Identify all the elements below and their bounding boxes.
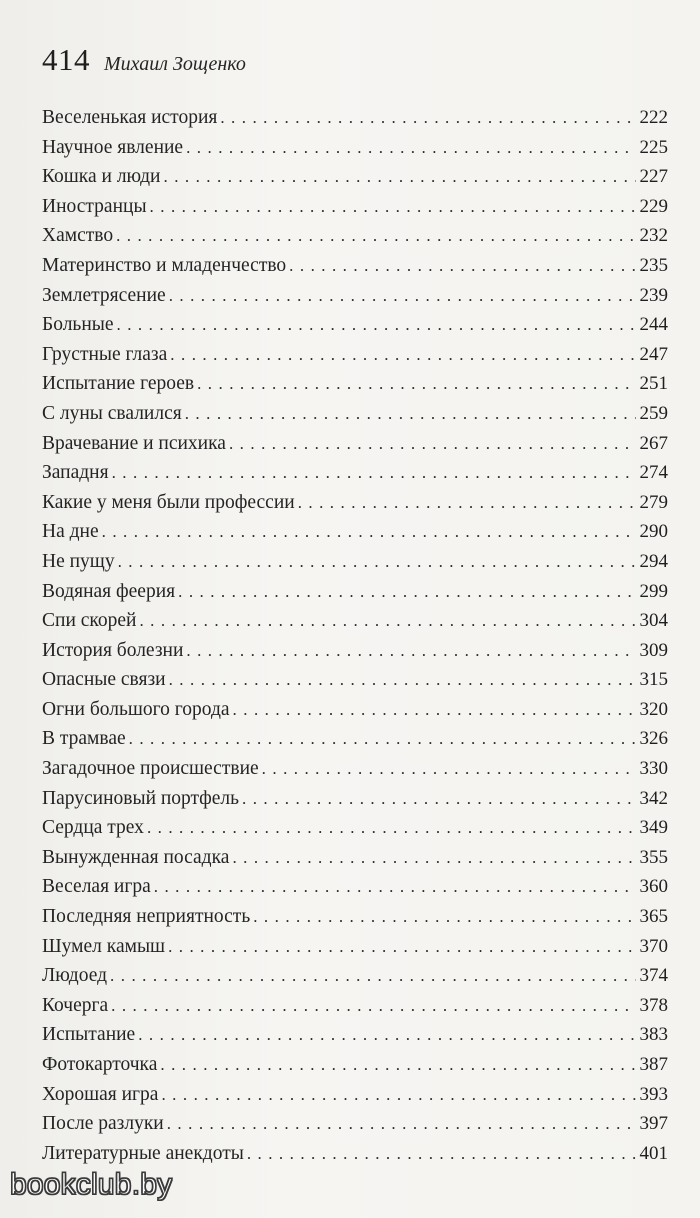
toc-entry-page-number: 259: [639, 402, 668, 424]
toc-entry: [42, 162, 668, 192]
toc-entry-page-number: 342: [639, 787, 668, 809]
toc-entry: [42, 517, 668, 547]
toc-entry-title: Не пущу: [42, 550, 115, 572]
toc-dot-leader: [232, 843, 635, 873]
toc-entry-title: История болезни: [42, 639, 184, 661]
toc-entry-title: Веселая игра: [42, 876, 151, 898]
toc-entry-title: После разлуки: [42, 1113, 164, 1135]
toc-dot-leader: [117, 310, 636, 340]
toc-entry: [42, 399, 668, 429]
toc-dot-leader: [168, 932, 635, 962]
toc-entry-page-number: 370: [639, 935, 668, 957]
toc-entry-title: Западня: [42, 462, 109, 484]
toc-entry-title: Хорошая игра: [42, 1083, 159, 1105]
toc-entry: [42, 902, 668, 932]
toc-entry-title: Шумел камыш: [42, 935, 166, 957]
toc-dot-leader: [289, 251, 635, 281]
toc-entry-page-number: 294: [639, 550, 668, 572]
toc-entry-title: Людоед: [42, 965, 108, 987]
toc-entry: [42, 577, 668, 607]
toc-entry-title: Испытание героев: [42, 373, 195, 395]
toc-entry-title: Огни большого города: [42, 698, 230, 720]
toc-entry: [42, 1139, 668, 1169]
toc-entry-page-number: 320: [639, 698, 668, 720]
toc-entry: [42, 843, 668, 873]
toc-entry-page-number: 279: [639, 491, 668, 513]
page-header: [42, 42, 246, 86]
toc-entry-title: Последняя неприятность: [42, 906, 251, 928]
toc-entry-page-number: 393: [639, 1083, 668, 1105]
toc-entry: [42, 695, 668, 725]
toc-dot-leader: [233, 695, 636, 725]
toc-entry-title: Больные: [42, 314, 114, 336]
toc-entry-title: Материнство и младенчество: [42, 254, 287, 276]
toc-entry-page-number: 222: [639, 107, 668, 128]
toc-dot-leader: [111, 991, 635, 1021]
toc-entry: [42, 340, 668, 370]
toc-entry-title: Вынужденная посадка: [42, 846, 230, 868]
toc-entry-title: Хамство: [42, 225, 114, 247]
toc-entry-page-number: 374: [639, 965, 668, 987]
toc-entry-page-number: 383: [639, 1024, 668, 1046]
toc-dot-leader: [154, 872, 636, 902]
toc-entry-title: Грустные глаза: [42, 343, 168, 365]
toc-dot-leader: [242, 784, 636, 814]
toc-dot-leader: [164, 162, 636, 192]
toc-entry-page-number: 247: [639, 343, 668, 365]
toc-entry-page-number: 225: [639, 136, 668, 158]
toc-entry-title: Сердца трех: [42, 817, 144, 839]
toc-entry: [42, 281, 668, 311]
toc-entry-page-number: 349: [639, 817, 668, 839]
toc-entry: [42, 369, 668, 399]
toc-entry-title: Иностранцы: [42, 195, 147, 217]
toc-entry-title: С луны свалился: [42, 402, 182, 424]
toc-entry-page-number: 232: [639, 225, 668, 247]
toc-dot-leader: [170, 340, 635, 370]
toc-entry-page-number: 315: [639, 669, 668, 691]
toc-dot-leader: [112, 458, 636, 488]
toc-entry-page-number: 274: [639, 462, 668, 484]
toc-entry-title: Фотокарточка: [42, 1054, 158, 1075]
toc-entry: [42, 784, 668, 814]
toc-dot-leader: [160, 1050, 635, 1080]
table-of-contents: [42, 103, 668, 1168]
toc-entry: [42, 961, 668, 991]
toc-dot-leader: [186, 133, 635, 163]
toc-entry-page-number: 267: [639, 432, 668, 454]
toc-entry-page-number: 304: [639, 610, 668, 632]
toc-entry: [42, 458, 668, 488]
toc-dot-leader: [118, 547, 636, 577]
toc-entry-page-number: 235: [639, 254, 668, 276]
toc-entry-page-number: 365: [639, 906, 668, 928]
toc-entry: [42, 991, 668, 1021]
toc-entry-page-number: 401: [639, 1142, 668, 1164]
toc-entry-page-number: 330: [639, 758, 668, 780]
toc-entry: [42, 1050, 668, 1080]
toc-entry-page-number: 326: [639, 728, 668, 750]
toc-entry-title: Водяная феерия: [42, 580, 176, 602]
toc-entry: [42, 872, 668, 902]
toc-dot-leader: [178, 577, 635, 607]
page-number: 414: [42, 42, 90, 77]
toc-entry-title: Кочерга: [42, 994, 109, 1016]
toc-dot-leader: [161, 1080, 635, 1110]
toc-dot-leader: [247, 1139, 636, 1169]
toc-entry-title: Литературные анекдоты: [42, 1142, 244, 1164]
toc-entry-title: Кошка и люди: [42, 166, 161, 188]
toc-entry-page-number: 355: [639, 846, 668, 868]
toc-dot-leader: [186, 636, 635, 666]
toc-entry-page-number: 387: [639, 1054, 668, 1075]
toc-entry: [42, 1109, 668, 1139]
toc-entry-title: Врачевание и психика: [42, 432, 226, 454]
toc-dot-leader: [102, 517, 636, 547]
toc-entry-page-number: 239: [639, 284, 668, 306]
toc-dot-leader: [229, 429, 636, 459]
toc-dot-leader: [116, 221, 635, 251]
toc-entry-title: В трамвае: [42, 728, 126, 750]
toc-entry-page-number: 397: [639, 1113, 668, 1135]
toc-entry: [42, 251, 668, 281]
toc-dot-leader: [262, 754, 636, 784]
toc-entry: [42, 636, 668, 666]
toc-entry-title: Испытание: [42, 1024, 136, 1046]
toc-entry: [42, 606, 668, 636]
toc-dot-leader: [147, 813, 636, 843]
toc-entry: [42, 754, 668, 784]
toc-dot-leader: [167, 1109, 636, 1139]
toc-entry: [42, 103, 668, 133]
toc-dot-leader: [169, 281, 636, 311]
toc-entry-title: На дне: [42, 521, 99, 543]
toc-entry: [42, 665, 668, 695]
toc-entry: [42, 813, 668, 843]
toc-entry: [42, 1080, 668, 1110]
toc-dot-leader: [185, 399, 636, 429]
toc-entry-title: Научное явление: [42, 136, 184, 158]
toc-entry-title: Веселенькая история: [42, 107, 218, 128]
toc-entry: [42, 310, 668, 340]
toc-entry-page-number: 229: [639, 195, 668, 217]
toc-entry: [42, 547, 668, 577]
toc-dot-leader: [139, 606, 635, 636]
toc-entry-page-number: 299: [639, 580, 668, 602]
toc-entry: [42, 932, 668, 962]
toc-entry: [42, 192, 668, 222]
toc-entry-title: Загадочное происшествие: [42, 758, 259, 780]
toc-entry-page-number: 290: [639, 521, 668, 543]
running-title: Михаил Зощенко: [104, 53, 246, 75]
toc-dot-leader: [150, 192, 636, 222]
toc-entry: [42, 724, 668, 754]
toc-entry: [42, 221, 668, 251]
watermark: bookclub.by: [10, 1168, 173, 1201]
toc-entry-title: Опасные связи: [42, 669, 166, 691]
toc-dot-leader: [169, 665, 636, 695]
toc-entry: [42, 488, 668, 518]
toc-entry: [42, 133, 668, 163]
toc-dot-leader: [129, 724, 636, 754]
toc-entry-title: Парусиновый портфель: [42, 787, 239, 809]
toc-entry-page-number: 360: [639, 876, 668, 898]
toc-dot-leader: [197, 369, 635, 399]
toc-entry-page-number: 378: [639, 994, 668, 1016]
toc-entry-page-number: 251: [639, 373, 668, 395]
toc-entry-page-number: 309: [639, 639, 668, 661]
toc-dot-leader: [138, 1020, 635, 1050]
toc-dot-leader: [110, 961, 635, 991]
toc-entry-title: Землетрясение: [42, 284, 166, 306]
toc-dot-leader: [220, 103, 635, 133]
toc-entry-title: Какие у меня были профессии: [42, 491, 295, 513]
toc-dot-leader: [253, 902, 635, 932]
toc-entry-page-number: 244: [639, 314, 668, 336]
toc-dot-leader: [298, 488, 636, 518]
toc-entry-page-number: 227: [639, 166, 668, 188]
toc-entry: [42, 429, 668, 459]
toc-entry: [42, 1020, 668, 1050]
toc-entry-title: Спи скорей: [42, 610, 137, 632]
